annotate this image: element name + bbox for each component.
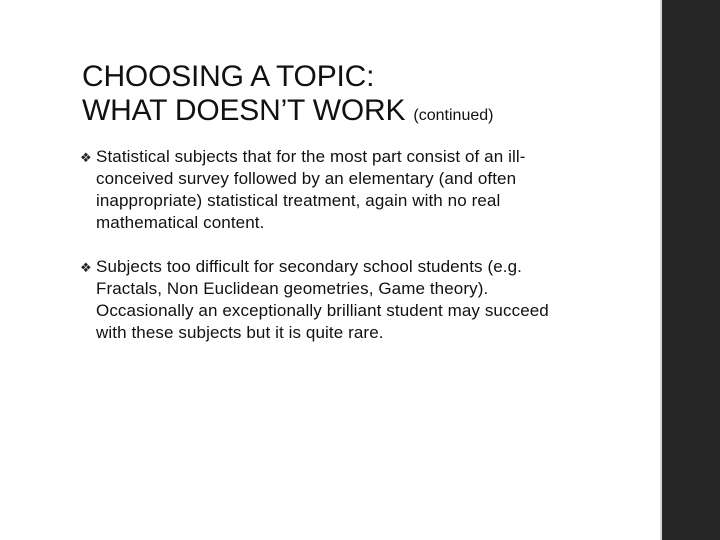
title-line-1: CHOOSING A TOPIC: [82, 60, 375, 93]
diamond-bullet-icon: ❖ [80, 150, 92, 165]
title-suffix: (continued) [413, 107, 494, 124]
bullet-list [80, 146, 570, 366]
slide-title [82, 60, 642, 133]
bullet-item [80, 256, 570, 344]
bullet-item [80, 146, 570, 234]
bullet-text: Statistical subjects that for the most part consist of an ill-conceived survey followed by an elementary (and often inappropriate) statistical treatment, again with no real mathematical content. [96, 147, 526, 232]
title-line-2-text: WHAT DOESN’T WORK [82, 94, 406, 127]
side-bar [662, 0, 720, 540]
diamond-bullet-icon: ❖ [80, 260, 92, 275]
bullet-text: Subjects too difficult for secondary school students (e.g. Fractals, Non Euclidean geometries, Game theory). Occasionally an exceptionally brilliant student may succeed with these subjects but it is quite rare. [96, 257, 549, 342]
title-line-2 [82, 94, 642, 133]
